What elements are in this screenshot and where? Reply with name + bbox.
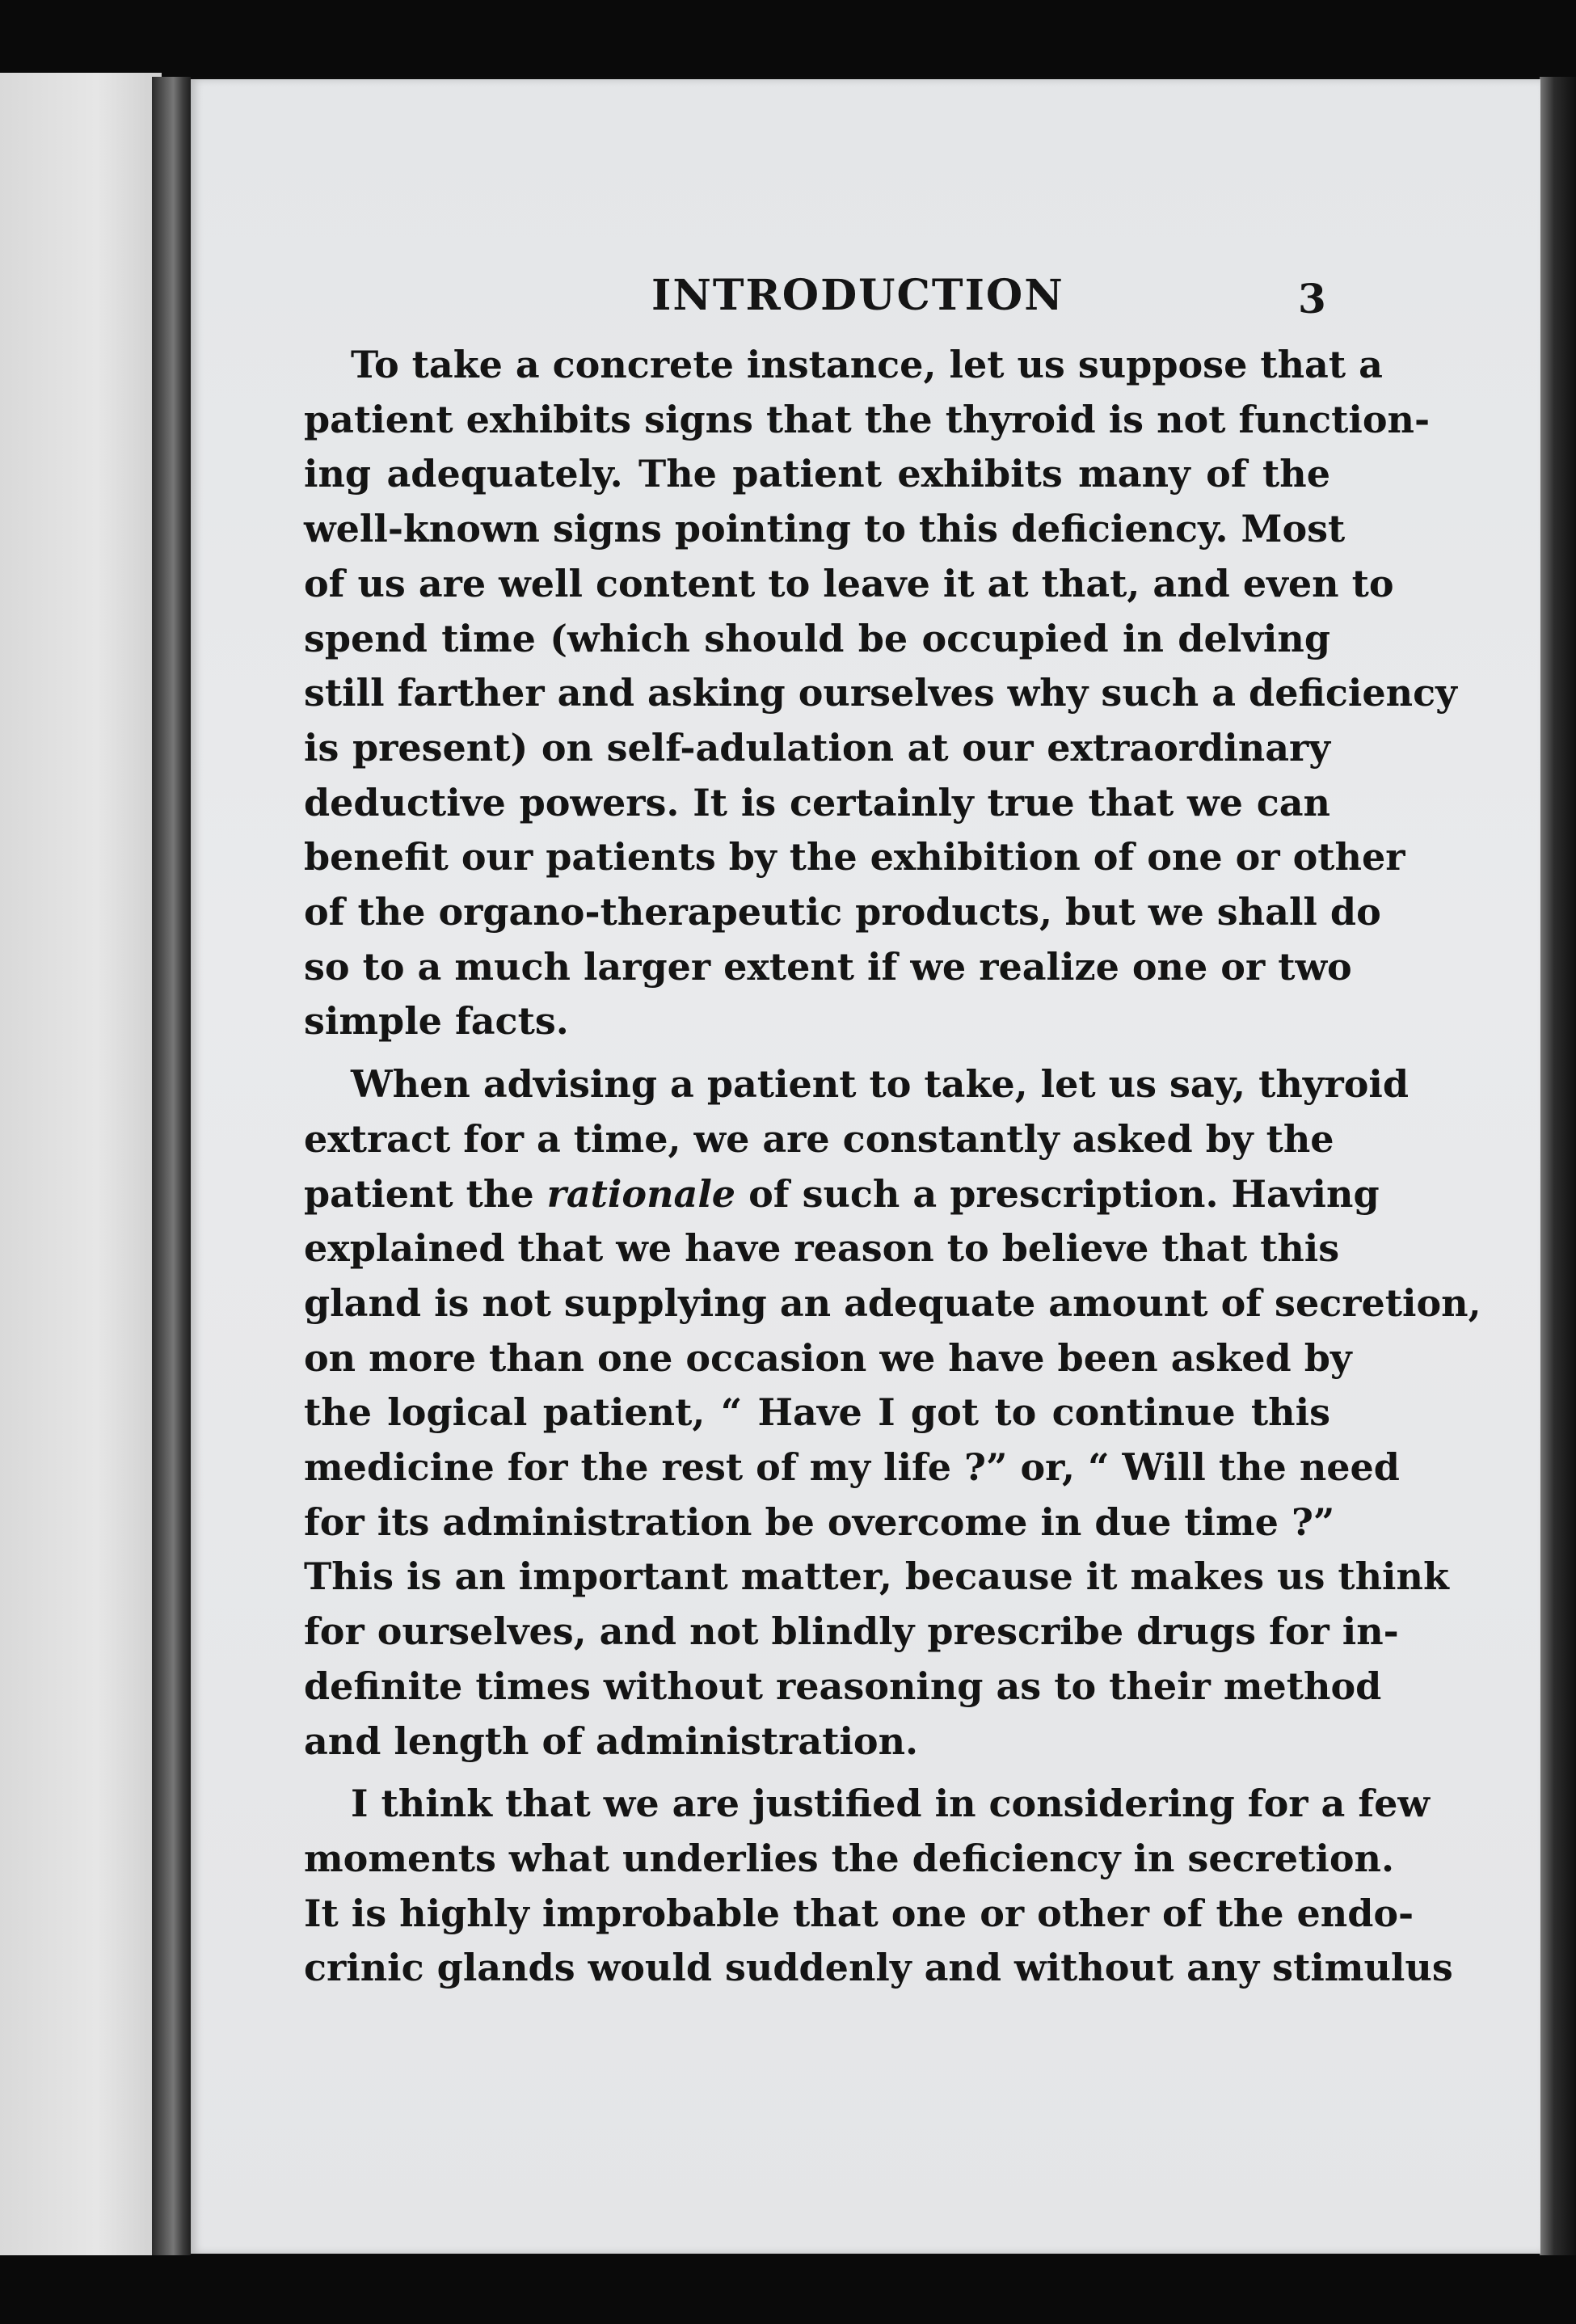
running-title: INTRODUCTION [651,271,1064,320]
text-line: and length of administration. [304,1719,919,1763]
text-line: To take a concrete instance, let us suppose that a [351,343,1383,386]
facing-page-edge [0,73,162,2259]
text-line: extract for a time, we are constantly asked by the [304,1116,1334,1161]
scan-bottom-border [0,2255,1576,2324]
body-text [304,338,1481,1996]
text-line: simple facts. [304,999,569,1044]
book-page [191,79,1540,2254]
text-line: medicine for the rest of my life ?” or, “ Will the need [304,1445,1400,1490]
text-line: explained that we have reason to believe that this [304,1226,1340,1271]
text-line: definite times without reasoning as to their method [304,1664,1382,1708]
text-line: When advising a patient to take, let us say, thyroid [351,1062,1410,1107]
text-line: is present) on self-adulation at our extraordinary [304,725,1330,770]
text-line: crinic glands would suddenly and without any stimulus [304,1946,1453,1990]
text-line: I think that we are justified in considering for a few [351,1782,1430,1826]
text-line: benefit our patients by the exhibition of one or other [304,835,1405,879]
italic-term: rationale [546,1171,736,1216]
text-line: patient the rationale of such a prescription. Having [304,1171,1380,1216]
page-number: 3 [1298,275,1326,323]
text-line: patient exhibits signs that the thyroid is not function- [304,397,1431,441]
running-head [191,264,1540,328]
text-line: spend time (which should be occupied in delving [304,616,1330,660]
text-line: of us are well content to leave it at that, and even to [304,561,1394,605]
scan-top-border [0,0,1576,77]
text-line: still farther and asking ourselves why such a deficiency [304,671,1457,715]
paragraph [304,1777,1453,1996]
text-line: so to a much larger extent if we realize one or two [304,944,1352,989]
text-line: gland is not supplying an adequate amount of secretion, [304,1280,1481,1325]
paragraph [304,338,1457,1049]
text-line: for ourselves, and not blindly prescribe drugs for in- [304,1609,1399,1654]
text-line: ing adequately. The patient exhibits many of the [304,452,1330,496]
book-gutter [152,77,191,2259]
paragraph-gap [304,1049,1330,1057]
text-line: on more than one occasion we have been asked by [304,1335,1352,1380]
text-line: of the organo-therapeutic products, but we shall do [304,890,1381,934]
paragraph [304,1057,1481,1769]
text-line: well-known signs pointing to this deficiency. Most [304,507,1346,551]
text-line: This is an important matter, because it makes us think [304,1554,1449,1599]
text-line: moments what underlies the deficiency in secretion. [304,1836,1394,1880]
page-right-edge [1540,77,1576,2259]
text-line: It is highly improbable that one or other of the endo- [304,1891,1414,1935]
paragraph-gap [304,1769,1330,1777]
text-line: deductive powers. It is certainly true that we can [304,780,1330,825]
text-line: the logical patient, “ Have I got to continue this [304,1390,1330,1435]
text-line: for its administration be overcome in due time ?” [304,1499,1335,1544]
